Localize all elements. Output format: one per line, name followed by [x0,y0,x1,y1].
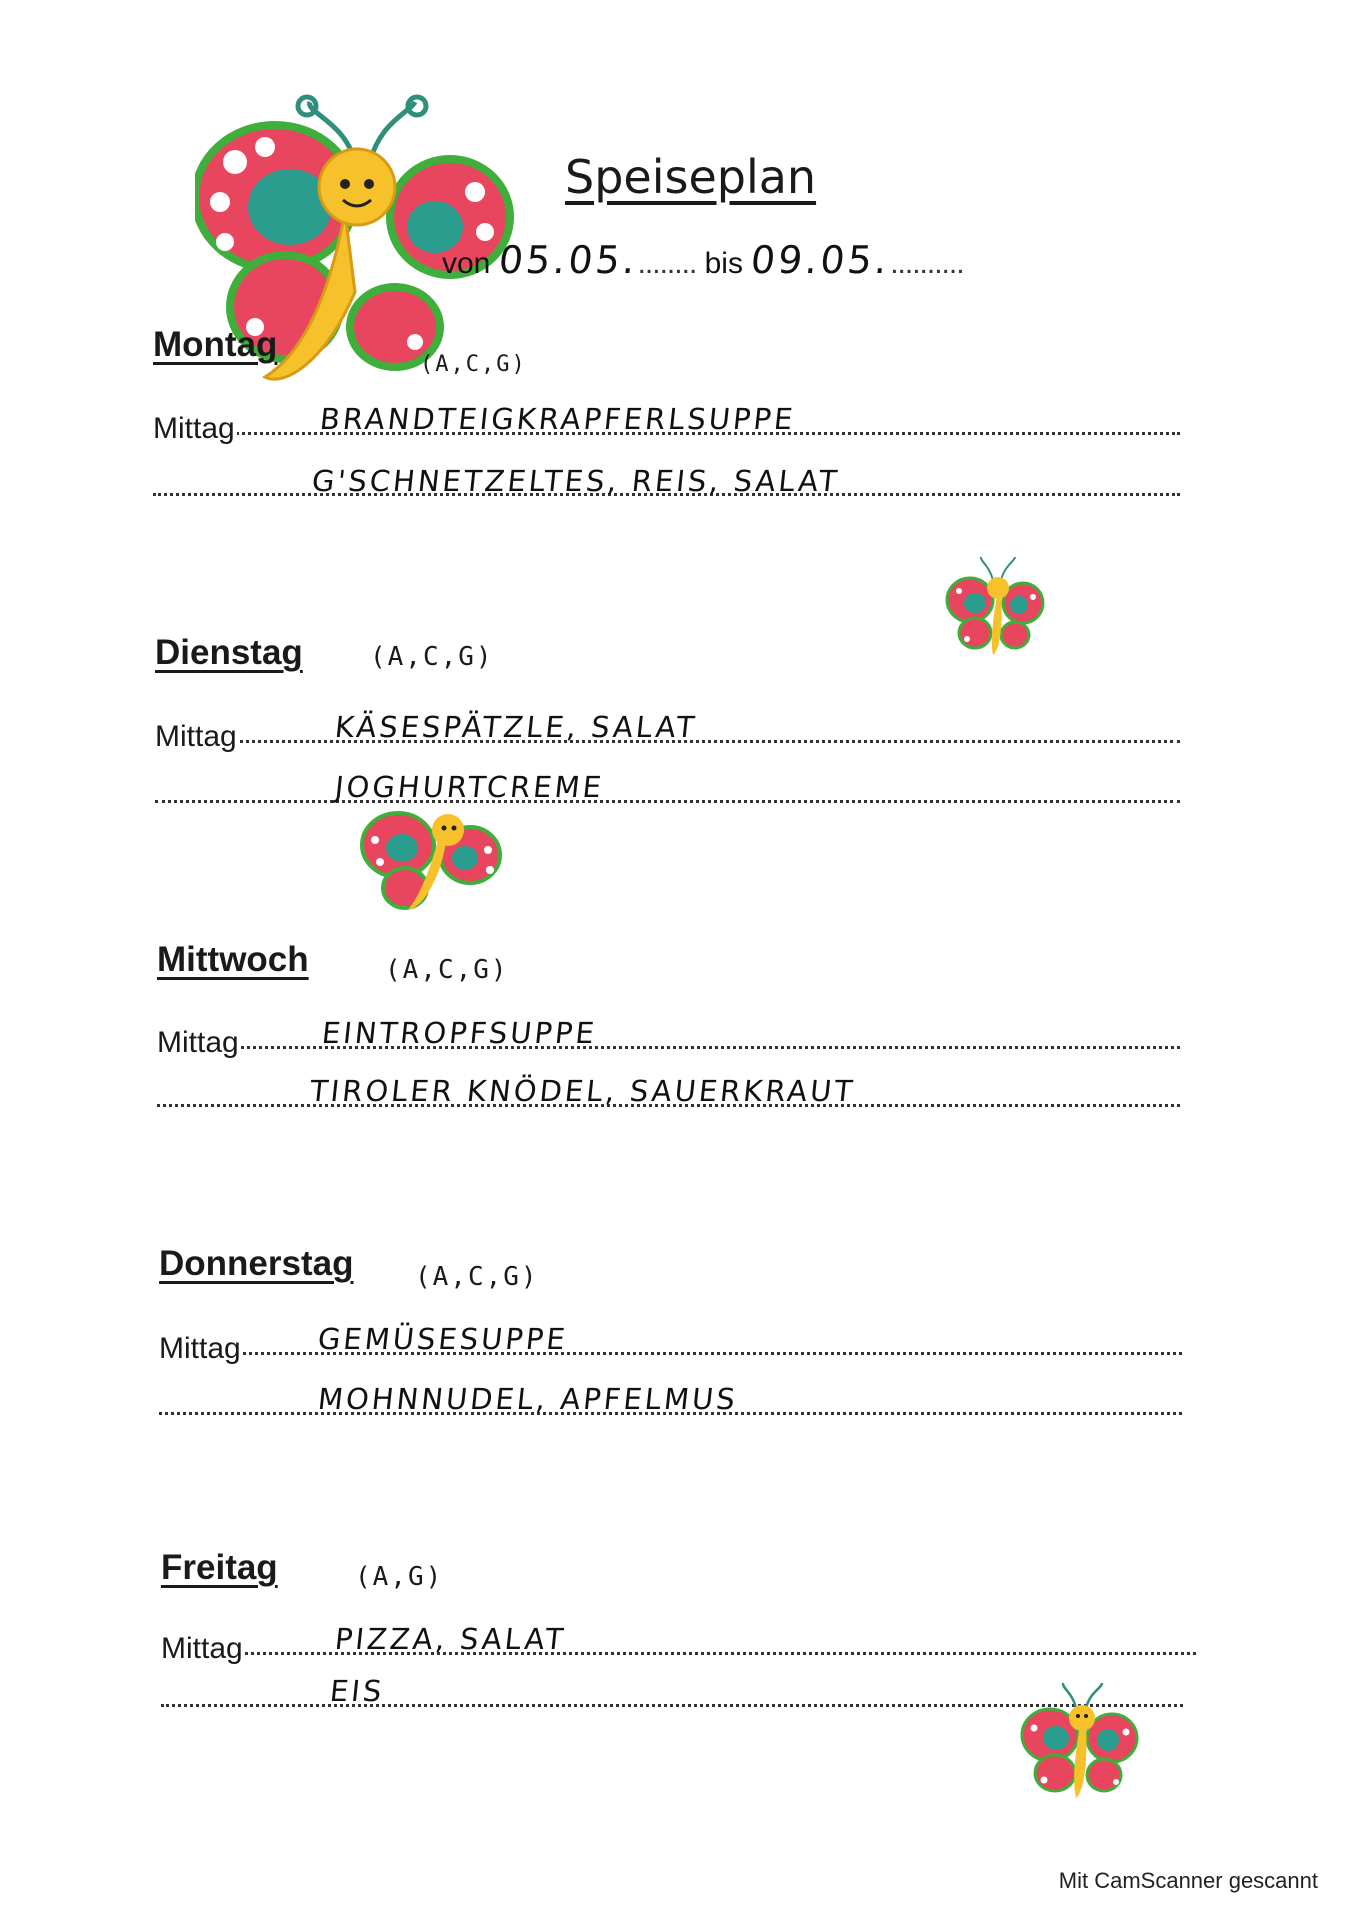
meal-line-1-donnerstag: GEMÜSESUPPE [316,1322,570,1356]
meal-label: Mittag [161,1632,243,1665]
scanner-watermark: Mit CamScanner gescannt [1058,1868,1318,1893]
meal-line-2-freitag: EIS [328,1674,387,1708]
page-title: Speiseplan [565,150,817,204]
day-title-mittwoch: Mittwoch [157,940,309,979]
butterfly-icon [360,800,505,915]
meal-line-1-freitag: PIZZA, SALAT [333,1622,568,1656]
meal-label: Mittag [159,1332,241,1365]
von-label: von [442,247,491,280]
allergens-dienstag: (A,C,G) [370,642,494,672]
meal-line-1-dienstag: KÄSESPÄTZLE, SALAT [333,710,699,744]
meal-line-2-mittwoch: TIROLER KNÖDEL, SAUERKRAUT [308,1074,857,1108]
meal-label: Mittag [155,720,237,753]
bis-label: bis [704,247,743,280]
allergens-montag: (A,C,G) [420,352,527,377]
allergens-donnerstag: (A,C,G) [415,1262,539,1292]
meal-line-2-dienstag: JOGHURTCREME [333,770,606,804]
meal-line-1-montag: BRANDTEIGKRAPFERLSUPPE [318,402,798,436]
meal-line-2-donnerstag: MOHNNUDEL, APFELMUS [316,1382,740,1416]
date-range: von 05.05......... bis 09.05........... [442,238,964,282]
butterfly-icon [945,555,1045,665]
from-date: 05.05. [496,238,640,282]
meal-label: Mittag [153,412,235,445]
day-title-montag: Montag [153,325,278,364]
day-title-freitag: Freitag [161,1548,278,1587]
day-title-dienstag: Dienstag [155,633,303,672]
day-title-donnerstag: Donnerstag [159,1244,354,1283]
meal-line-2-montag: G'SCHNETZELTES, REIS, SALAT [310,464,842,498]
meal-line-1-mittwoch: EINTROPFSUPPE [320,1016,599,1050]
allergens-mittwoch: (A,C,G) [385,955,509,985]
to-date: 09.05. [749,238,893,282]
meal-label: Mittag [157,1026,239,1059]
allergens-freitag: (A,G) [355,1562,444,1592]
butterfly-icon [1020,1680,1140,1805]
